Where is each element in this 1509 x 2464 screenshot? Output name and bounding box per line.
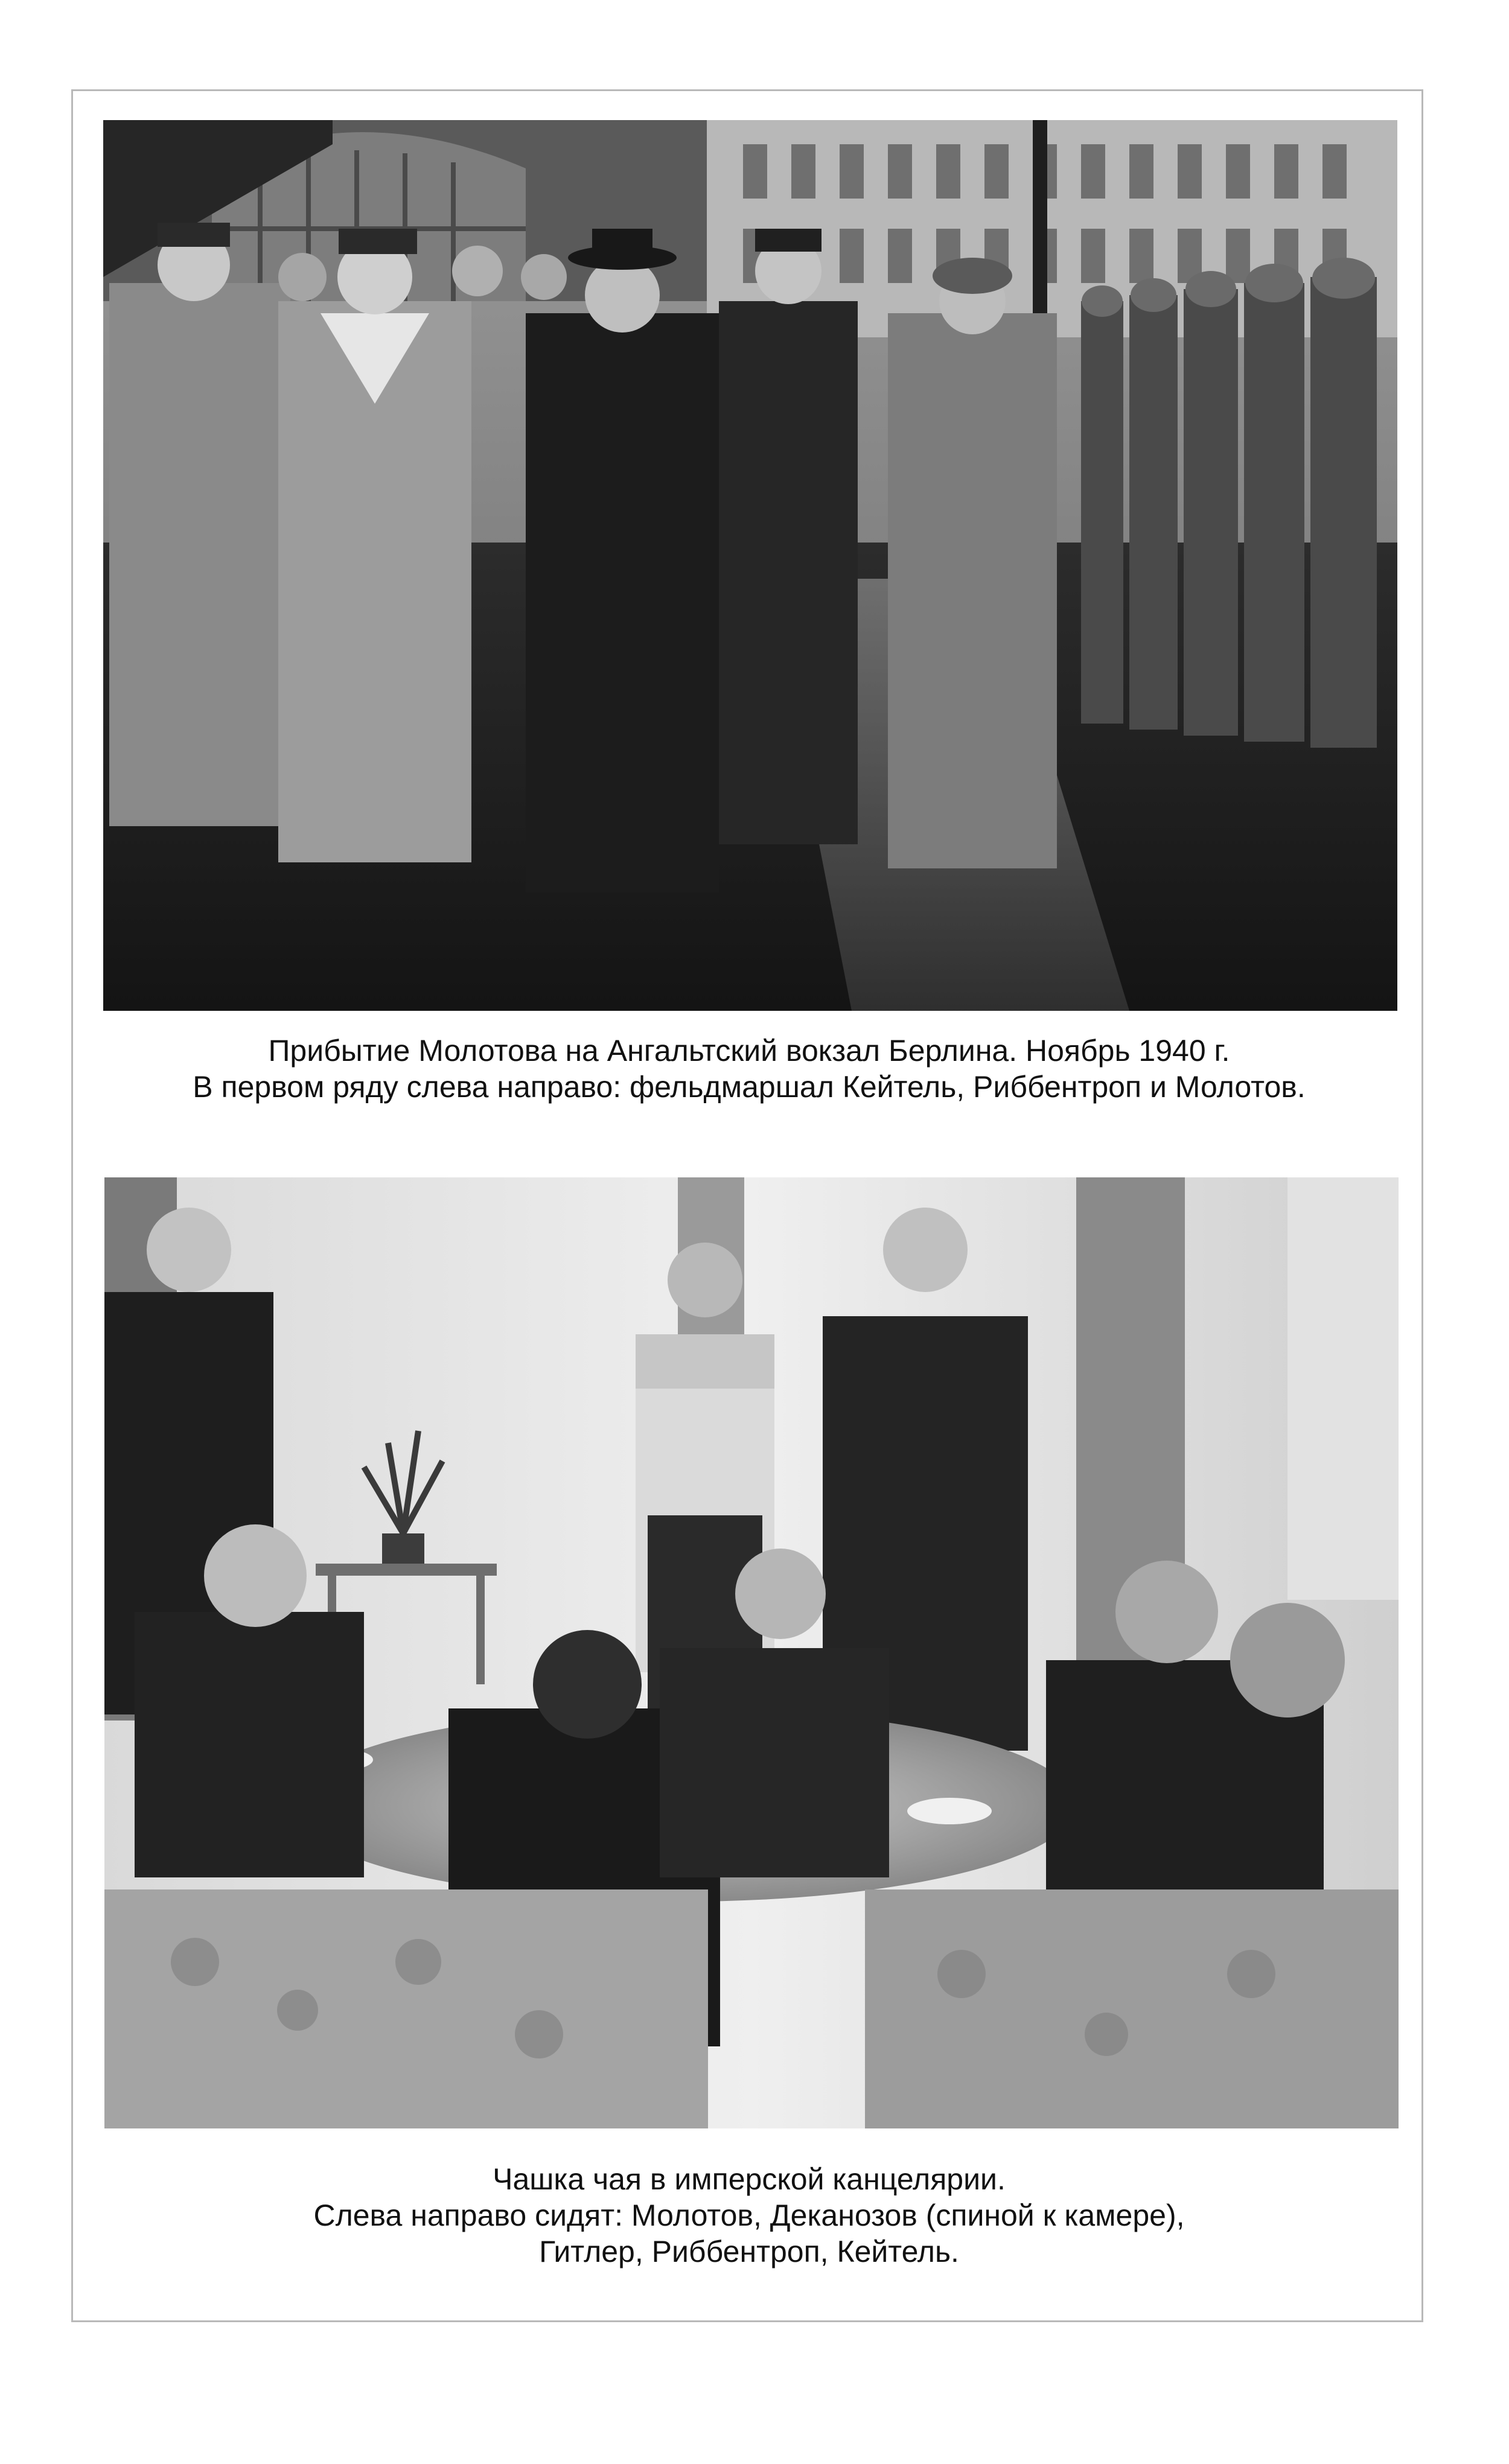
caption-line: Гитлер, Риббентроп, Кейтель.	[539, 2235, 959, 2268]
caption-station-arrival	[73, 1033, 1425, 1105]
caption-line: Прибытие Молотова на Ангальтский вокзал Берлина. Ноябрь 1940 г.	[268, 1034, 1230, 1068]
caption-line: В первом ряду слева направо: фельдмаршал Кейтель, Риббентроп и Молотов.	[193, 1070, 1306, 1104]
photo-station-arrival-image	[103, 120, 1397, 1011]
photo-chancellery-tea	[104, 1177, 1399, 2128]
photo-station-arrival	[103, 120, 1397, 1011]
caption-chancellery-tea	[73, 2161, 1425, 2270]
page-frame	[71, 89, 1423, 2322]
photo-chancellery-tea-image	[104, 1177, 1399, 2128]
caption-line: Чашка чая в имперской канцелярии.	[493, 2162, 1006, 2196]
caption-line: Слева направо сидят: Молотов, Деканозов (спиной к камере),	[313, 2198, 1185, 2232]
